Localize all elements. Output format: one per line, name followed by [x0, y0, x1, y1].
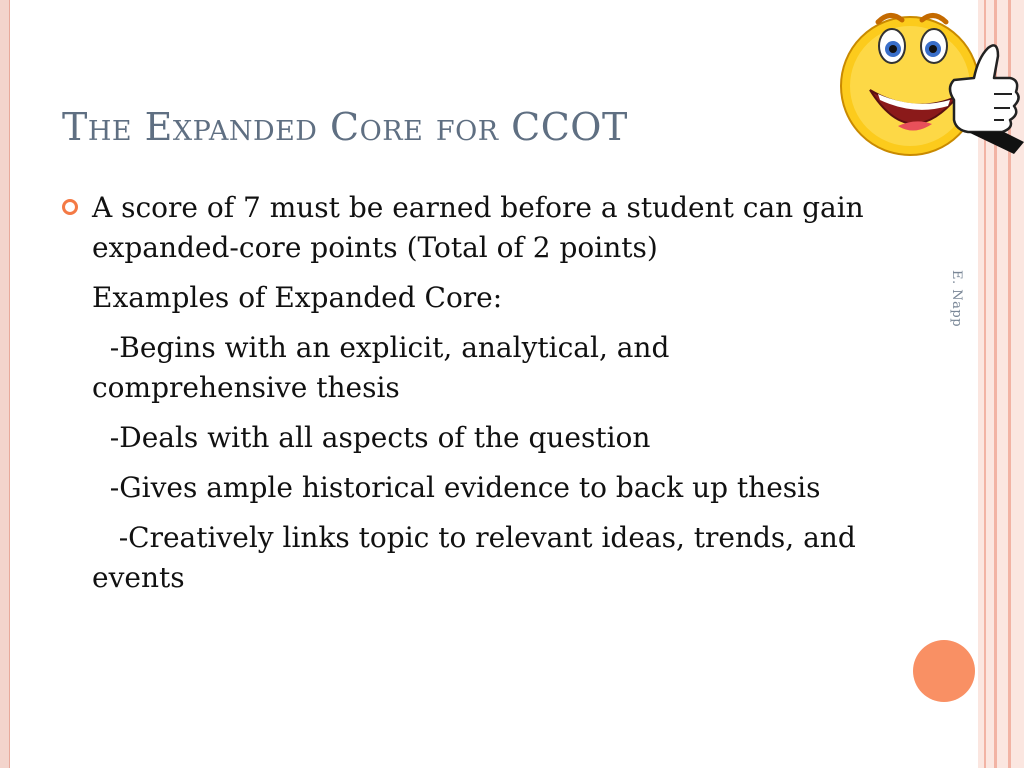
slide-title: The Expanded Core for CCOT — [62, 105, 628, 149]
bullet-item — [60, 188, 880, 268]
example-item: -Creatively links topic to relevant ideas, trends, and events — [92, 521, 856, 594]
left-border — [0, 0, 10, 768]
author-footer: E. Napp — [949, 270, 964, 328]
decorative-circle — [913, 640, 975, 702]
bullet-text: A score of 7 must be earned before a student can gain expanded-core points (Total of 2 points) — [92, 191, 864, 264]
smiley-thumbs-up-icon — [838, 4, 1024, 164]
example-item: -Begins with an explicit, analytical, and comprehensive thesis — [92, 331, 670, 404]
slide-body — [60, 188, 880, 608]
ring-bullet-icon — [62, 199, 78, 215]
example-item: -Deals with all aspects of the question — [92, 421, 651, 454]
example-item: -Gives ample historical evidence to back up thesis — [92, 471, 821, 504]
examples-heading: Examples of Expanded Core: — [92, 281, 503, 314]
